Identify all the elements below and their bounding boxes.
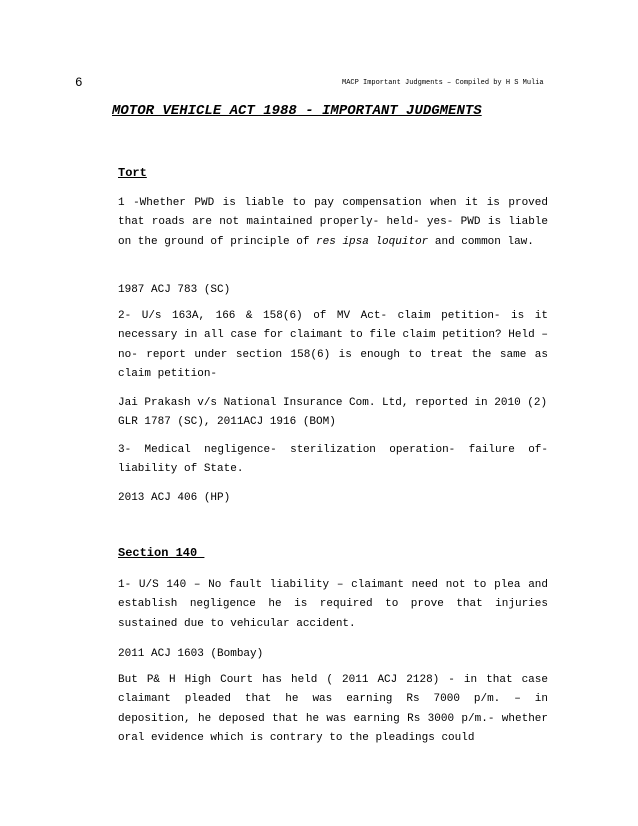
citation: Jai Prakash v/s National Insurance Com. Ltd, reported in 2010 (2) GLR 1787 (SC), 2011ACJ 1916 (BOM)	[118, 397, 548, 428]
document-title: MOTOR VEHICLE ACT 1988 - IMPORTANT JUDGMENTS	[112, 103, 482, 119]
section-heading-140: Section 140	[118, 546, 205, 560]
paragraph: 3- Medical negligence- sterilization operation- failure of- liability of State.	[118, 444, 548, 476]
paragraph: 2- U/s 163A, 166 & 158(6) of MV Act- claim petition- is it necessary in all case for claimant to file claim petition? Held –no- report under section 158(6) is enough to treat the same as claim petition-	[118, 310, 548, 380]
running-header: MACP Important Judgments – Compiled by H S Mulia	[342, 79, 544, 87]
citation: 2011 ACJ 1603 (Bombay)	[118, 648, 264, 660]
page-number: 6	[75, 76, 83, 90]
section-heading-tort: Tort	[118, 166, 147, 180]
paragraph: 1- U/S 140 – No fault liability – claimant need not to plea and establish negligence he is required to prove that injuries sustained due to vehicular accident.	[118, 579, 548, 630]
paragraph: 1 -Whether PWD is liable to pay compensation when it is proved that roads are not maintained properly- held- yes- PWD is liable on the ground of principle of res ipsa loquitor and common law.	[118, 197, 548, 248]
citation: 2013 ACJ 406 (HP)	[118, 492, 231, 504]
citation: 1987 ACJ 783 (SC)	[118, 284, 231, 296]
latin-phrase: res ipsa loquitor	[316, 235, 429, 248]
paragraph: But P& H High Court has held ( 2011 ACJ 2128) - in that case claimant pleaded that he was earning Rs 7000 p/m. – in deposition, he deposed that he was earning Rs 3000 p/m.- whether oral evidence which is contrary to the pleadings could	[118, 674, 548, 744]
